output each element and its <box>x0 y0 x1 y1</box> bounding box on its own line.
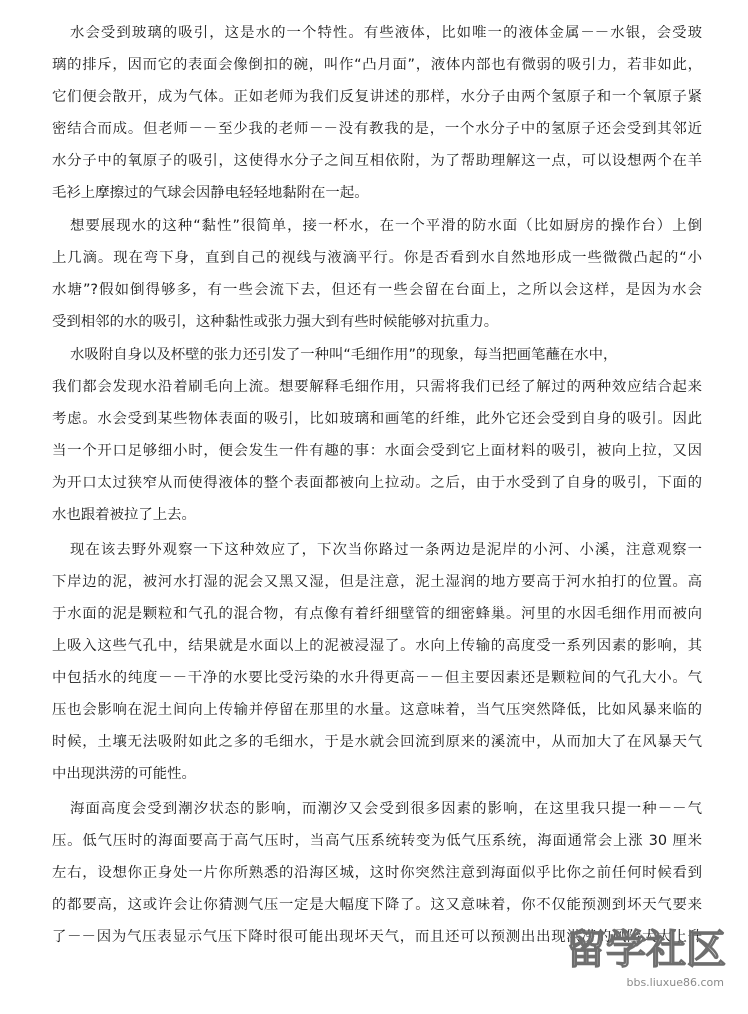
paragraph-line: 上吸入这些气孔中，结果就是水面以上的泥被浸湿了。水向上传输的高度受一系列因素的影响，其 <box>52 638 702 654</box>
paragraph-line: 水分子中的氧原子的吸引，这使得水分子之间互相依附，为了帮助理解这一点，可以设想两个在羊 <box>52 153 702 169</box>
paragraph-line: 上几滴。现在弯下身，直到自己的视线与液滴平行。你是否看到水自然地形成一些微微凸起的“小 <box>52 250 702 266</box>
paragraph-line: 考虑。水会受到某些物体表面的吸引，比如玻璃和画笔的纤维，此外它还会受到自身的吸引。因此 <box>52 411 702 427</box>
paragraph-line: 毛衫上摩擦过的气球会因静电轻轻地黏附在一起。 <box>52 185 369 201</box>
paragraph-line: 它们便会散开，成为气体。正如老师为我们反复讲述的那样，水分子由两个氢原子和一个氧原子紧 <box>52 89 702 105</box>
paragraph-line: 下岸边的泥，被河水打湿的泥会又黑又湿，但是注意，泥土湿润的地方要高于河水拍打的位置。高 <box>52 574 702 590</box>
paragraph-line: 压也会影响在泥土间向上传输并停留在那里的水量。这意味着，当气压突然降低，比如风暴来临的 <box>52 702 702 718</box>
paragraph-line: 当一个开口足够细小时，便会发生一件有趣的事：水面会受到它上面材料的吸引，被向上拉，又因 <box>52 443 702 459</box>
paragraph-line: 左右，设想你正身处一片你所熟悉的沿海区城，这时你突然注意到海面似乎比你之前任何时候看到 <box>52 865 702 881</box>
paragraph-line: 水会受到玻璃的吸引，这是水的一个特性。有些液体，比如唯一的液体金属－－水银，会受玻 <box>70 25 702 41</box>
paragraph-line: 水塘”?假如倒得够多，有一些会流下去，但还有一些会留在台面上，之所以会这样，是因为水会 <box>52 282 702 298</box>
paragraph-line: 中出现洪涝的可能性。 <box>52 766 196 782</box>
paragraph-line: 中包括水的纯度－－干净的水要比受污染的水升得更高－－但主要因素还是颗粒间的气孔大小。气 <box>52 670 702 686</box>
paragraph-line: 密结合而成。但老师－－至少我的老师－－没有教我的是，一个水分子中的氢原子还会受到其邻近 <box>52 121 702 137</box>
paragraph-line: 我们都会发现水沿着刷毛向上流。想要解释毛细作用，只需将我们已经了解过的两种效应结合起来 <box>52 379 702 395</box>
site-watermark <box>566 927 726 990</box>
paragraph-line: 水也跟着被拉了上去。 <box>52 507 196 523</box>
paragraph-line: 水吸附自身以及杯壁的张力还引发了一种叫“毛细作用”的现象，每当把画笔蘸在水中， <box>70 347 618 363</box>
watermark-url: bbs.liuxue86.com <box>626 976 724 989</box>
paragraph-line: 受到相邻的水的吸引，这种黏性或张力强大到有些时候能够对抗重力。 <box>52 314 499 330</box>
paragraph-line: 于水面的泥是颗粒和气孔的混合物，有点像有着纤细壁管的细密蜂巢。河里的水因毛细作用而被向 <box>52 606 702 622</box>
paragraph-line: 海面高度会受到潮汐状态的影响，而潮汐又会受到很多因素的影响，在这里我只提一种－－气 <box>70 801 702 817</box>
paragraph-line: 的都要高，这或许会让你猜测气压一定是大幅度下降了。这又意味着，你不仅能预测到坏天气要来 <box>52 897 702 913</box>
paragraph-line: 想要展现水的这种“黏性”很简单，接一杯水，在一个平滑的防水面（比如厨房的操作台）上倒 <box>70 218 702 234</box>
paragraph-line: 压。低气压时的海面要高于高气压时，当高气压系统转变为低气压系统，海面通常会上涨 30 厘米 <box>52 833 702 849</box>
paragraph-line: 为开口太过狭窄从而使得液体的整个表面都被向上拉动。之后，由于水受到了自身的吸引，下面的 <box>52 475 702 491</box>
paragraph-line: 现在该去野外观察一下这种效应了，下次当你路过一条两边是泥岸的小河、小溪，注意观察一 <box>70 542 702 558</box>
watermark-logo-text: 留学社区 <box>566 927 726 973</box>
paragraph-line: 璃的排斥，因而它的表面会像倒扣的碗，叫作“凸月面”，液体内部也有微弱的吸引力，若非如此， <box>52 57 702 73</box>
paragraph-line: 时候，土壤无法吸附如此之多的毛细水，于是水就会回流到原来的溪流中，从而加大了在风暴天气 <box>52 734 702 750</box>
paragraph-line: 了－－因为气压表显示气压下降时很可能出现坏天气，而且还可以预测出出现洪涝的风险大大上升 <box>52 929 702 945</box>
